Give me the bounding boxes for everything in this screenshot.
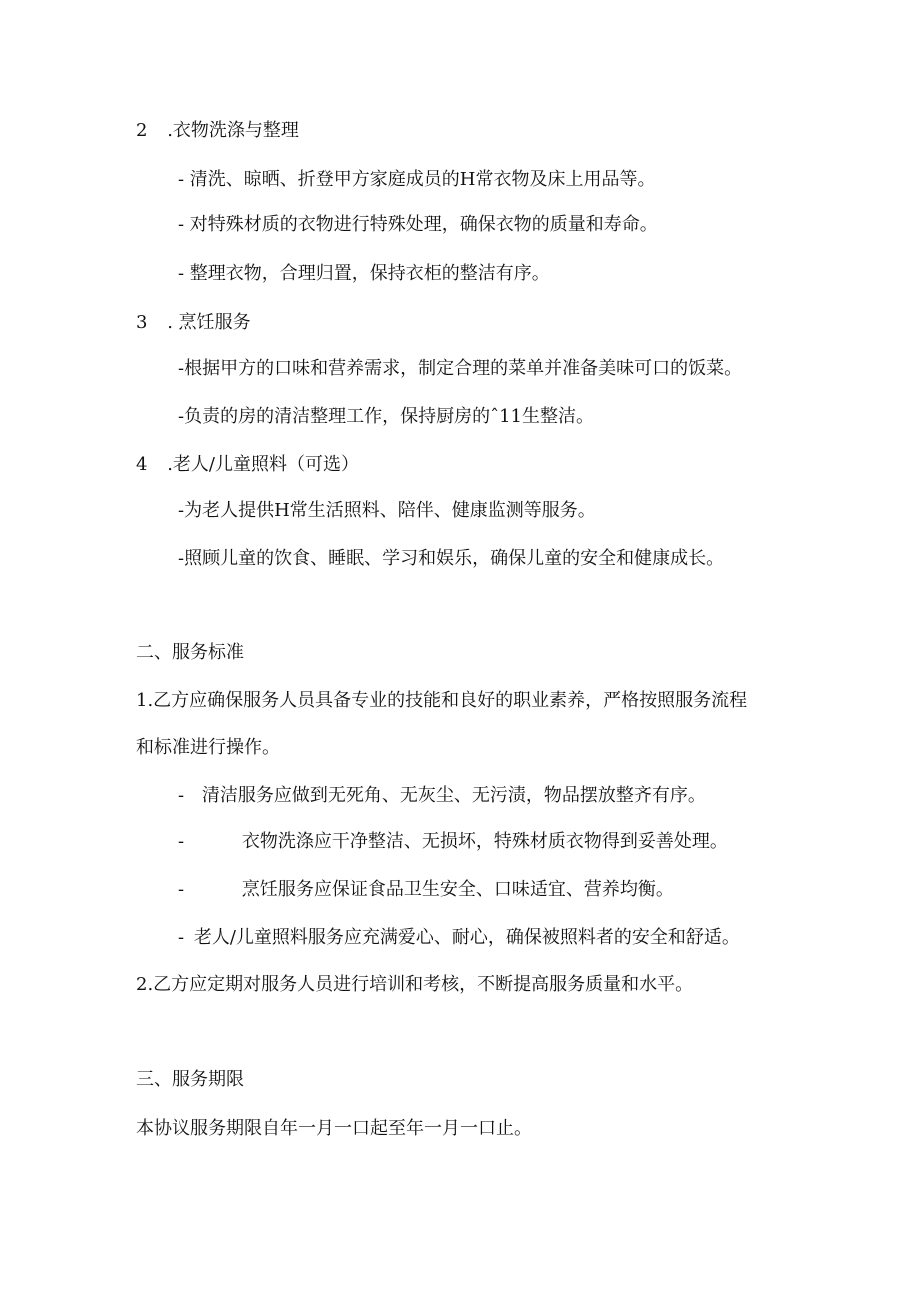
- item-2-heading: [136, 119, 299, 143]
- item-2-bullet-3: - 整理衣物，合理归置，保持衣柜的整洁有序。: [178, 263, 550, 284]
- item-3-bullet-2: -负责的房的清洁整理工作，保持厨房的ˆ11生整洁。: [178, 406, 594, 427]
- bullet-text: 衣物洗涤应干净整洁、无损坏，特殊材质衣物得到妥善处理。: [241, 831, 728, 852]
- section-2-paragraph-1-line-2: 和标准进行操作。: [136, 737, 280, 758]
- section-2-paragraph-2: 2.乙方应定期对服务人员进行培训和考核，不断提高服务质量和水平。: [136, 974, 694, 995]
- item-4-number: 4: [136, 454, 148, 475]
- bullet-dash: -: [178, 927, 185, 948]
- bullet-dash: -: [178, 879, 185, 900]
- item-2-title: .衣物洗涤与整理: [167, 120, 299, 141]
- item-2-number: 2: [136, 120, 148, 141]
- standard-bullet-laundry: [178, 830, 728, 854]
- standard-bullet-care: [178, 926, 740, 950]
- bullet-dash: -: [178, 831, 185, 852]
- item-4-bullet-2: -照顾儿童的饮食、睡眠、学习和娱乐，确保儿童的安全和健康成长。: [178, 548, 725, 569]
- item-3-number: 3: [136, 312, 148, 333]
- item-3-bullet-1: -根据甲方的口味和营养需求，制定合理的菜单并准备美味可口的饭菜。: [178, 358, 743, 379]
- item-2-bullet-1: - 清洗、晾晒、折登甲方家庭成员的H常衣物及床上用品等。: [178, 169, 656, 190]
- item-4-bullet-1: -为老人提供H常生活照料、陪伴、健康监测等服务。: [178, 500, 596, 521]
- standard-bullet-cleaning: [178, 784, 706, 808]
- bullet-dash: -: [178, 785, 185, 806]
- bullet-text: 清洁服务应做到无死角、无灰尘、无污渍，物品摆放整齐有序。: [201, 785, 706, 806]
- item-4-heading: [136, 453, 359, 477]
- bullet-text: 烹饪服务应保证食品卫生安全、口味适宜、营养均衡。: [241, 879, 674, 900]
- item-2-bullet-2: - 对特殊材质的衣物进行特殊处理，确保衣物的质量和寿命。: [178, 214, 658, 235]
- bullet-text: 老人/儿童照料服务应充满爱心、耐心，确保被照料者的安全和舒适。: [193, 927, 740, 948]
- section-2-paragraph-1-line-1: 1.乙方应确保服务人员具备专业的技能和良好的职业素养，严格按照服务流程: [136, 690, 748, 711]
- section-3-heading: 三、服务期限: [136, 1069, 244, 1090]
- section-2-heading: 二、服务标准: [136, 642, 244, 663]
- item-3-title: . 烹饪服务: [167, 312, 251, 333]
- standard-bullet-cooking: [178, 878, 674, 902]
- section-3-text: 本协议服务期限自年一月一口起至年一月一口止。: [136, 1118, 532, 1139]
- item-3-heading: [136, 311, 251, 335]
- item-4-title: .老人/儿童照料（可选）: [167, 454, 359, 475]
